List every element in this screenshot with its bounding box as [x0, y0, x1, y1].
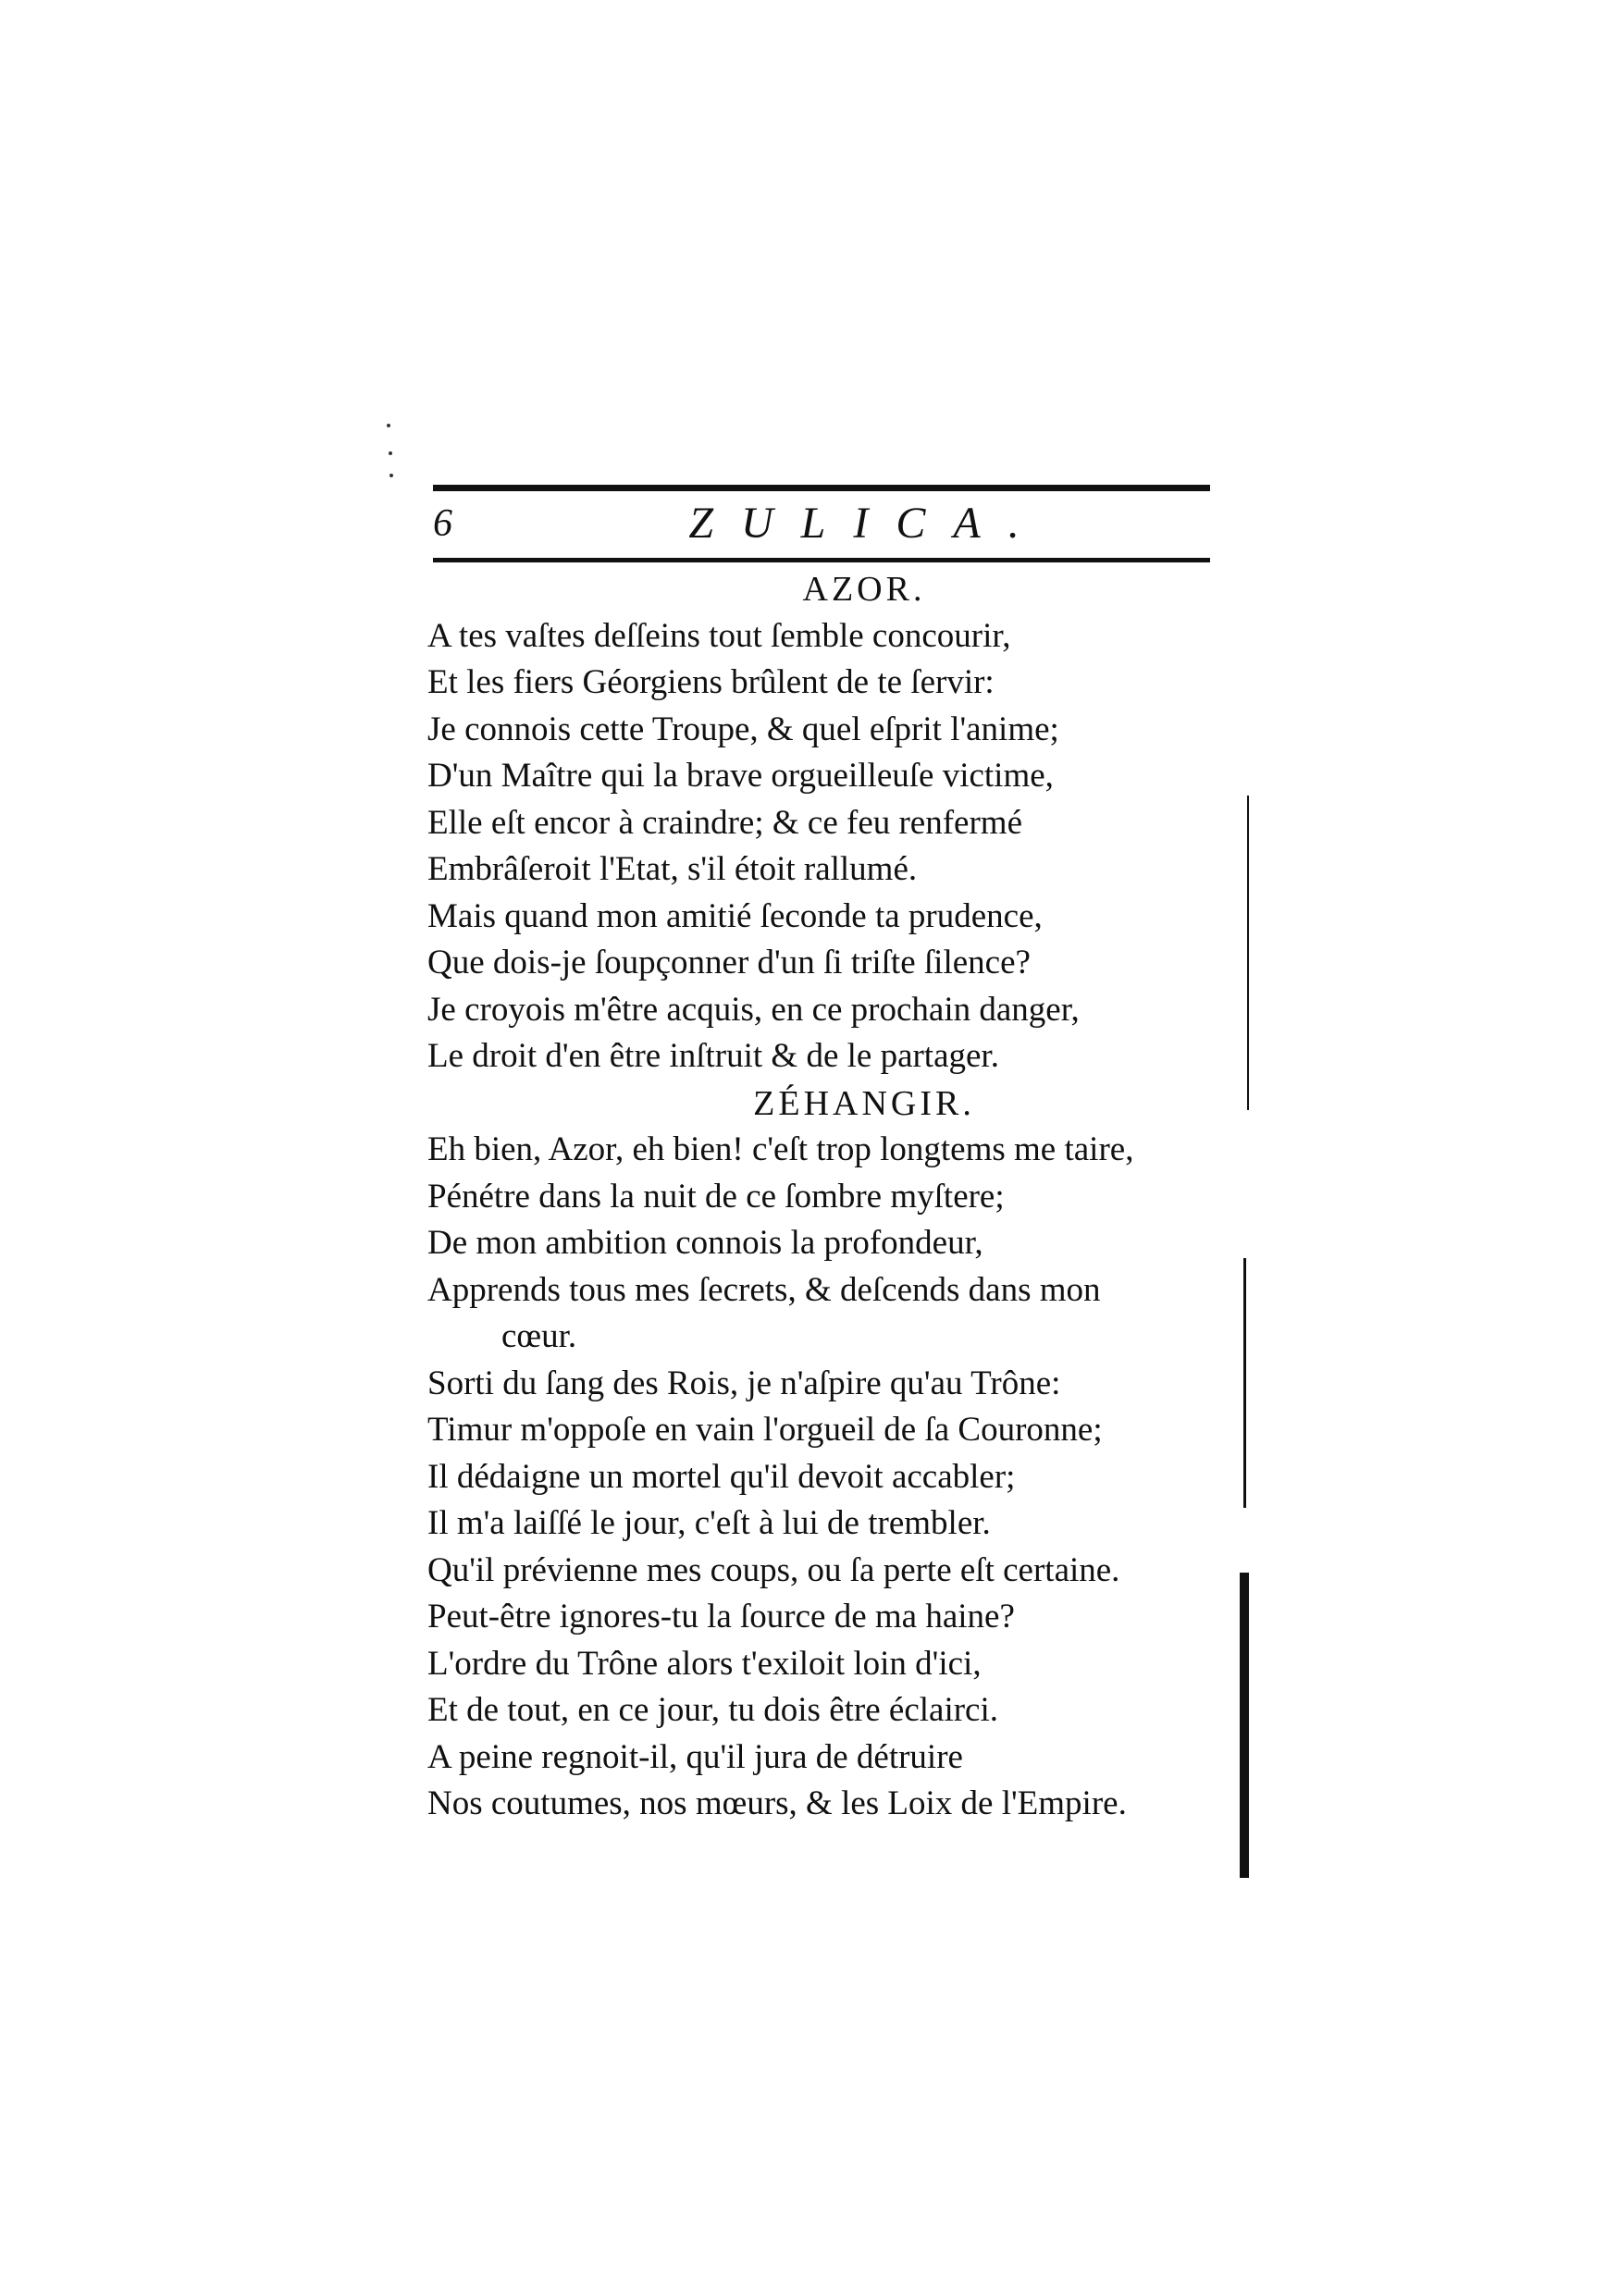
margin-shadow: [1240, 1573, 1249, 1878]
verse-line: Mais quand mon amitié ſeconde ta prudence,: [427, 896, 1043, 935]
verse-line: Elle eſt encor à craindre; & ce feu renfermé: [427, 803, 1023, 842]
verse-line: Et les fiers Géorgiens brûlent de te ſervir:: [427, 663, 995, 701]
speaker-name: ZÉHANGIR.: [753, 1083, 975, 1123]
verse-line: Je connois cette Troupe, & quel eſprit l'anime;: [427, 710, 1059, 748]
verse-line: Il m'a laiſſé le jour, c'eſt à lui de trembler.: [427, 1504, 991, 1542]
verse-line: Timur m'oppoſe en vain l'orgueil de ſa Couronne;: [427, 1411, 1103, 1449]
verse-line: Que dois-je ſoupçonner d'un ſi triſte ſilence?: [427, 944, 1031, 981]
verse-line: D'un Maître qui la brave orgueilleuſe victime,: [427, 757, 1054, 795]
verse-line: Le droit d'en être inſtruit & de le partager.: [427, 1037, 999, 1075]
verse-line: Embrâſeroit l'Etat, s'il étoit rallumé.: [427, 850, 918, 888]
verse-line: Et de tout, en ce jour, tu dois être éclairci.: [427, 1691, 999, 1729]
verse-line: Peut-être ignores-tu la ſource de ma haine?: [427, 1598, 1015, 1636]
margin-shadow: [1247, 796, 1249, 1110]
verse-line: Pénétre dans la nuit de ce ſombre myſtere;: [427, 1177, 1005, 1216]
verse-line: De mon ambition connois la profondeur,: [427, 1224, 983, 1262]
running-header: [433, 494, 1210, 553]
margin-speck: [387, 424, 390, 427]
verse-line: Apprends tous mes ſecrets, & deſcends dans mon: [427, 1270, 1101, 1309]
verse-line: Sorti du ſang des Rois, je n'aſpire qu'au Trône:: [427, 1364, 1061, 1402]
page-number: 6: [433, 502, 452, 545]
verse-line: Eh bien, Azor, eh bien! c'eſt trop longtems me taire,: [427, 1130, 1134, 1168]
running-title: ZULICA.: [688, 499, 1047, 548]
margin-speck: [389, 451, 392, 455]
verse-line: A tes vaſtes deſſeins tout ſemble concourir,: [427, 616, 1011, 655]
verse-line: L'ordre du Trône alors t'exiloit loin d'ici,: [427, 1644, 982, 1683]
verse-line-continuation: cœur.: [501, 1317, 577, 1355]
speaker-name: AZOR.: [802, 570, 926, 609]
verse-text: [427, 566, 1242, 1828]
margin-speck: [389, 474, 393, 477]
verse-line: Il dédaigne un mortel qu'il devoit accabler;: [427, 1457, 1016, 1496]
verse-line: Je croyois m'être acquis, en ce prochain danger,: [427, 990, 1080, 1029]
margin-shadow: [1243, 1258, 1246, 1508]
verse-line: Nos coutumes, nos mœurs, & les Loix de l'Empire.: [427, 1784, 1127, 1822]
header-top-rule: [433, 485, 1210, 491]
verse-line: A peine regnoit-il, qu'il jura de détruire: [427, 1737, 963, 1776]
verse-line: Qu'il prévienne mes coups, ou ſa perte eſt certaine.: [427, 1550, 1120, 1589]
header-bottom-rule: [433, 558, 1210, 562]
